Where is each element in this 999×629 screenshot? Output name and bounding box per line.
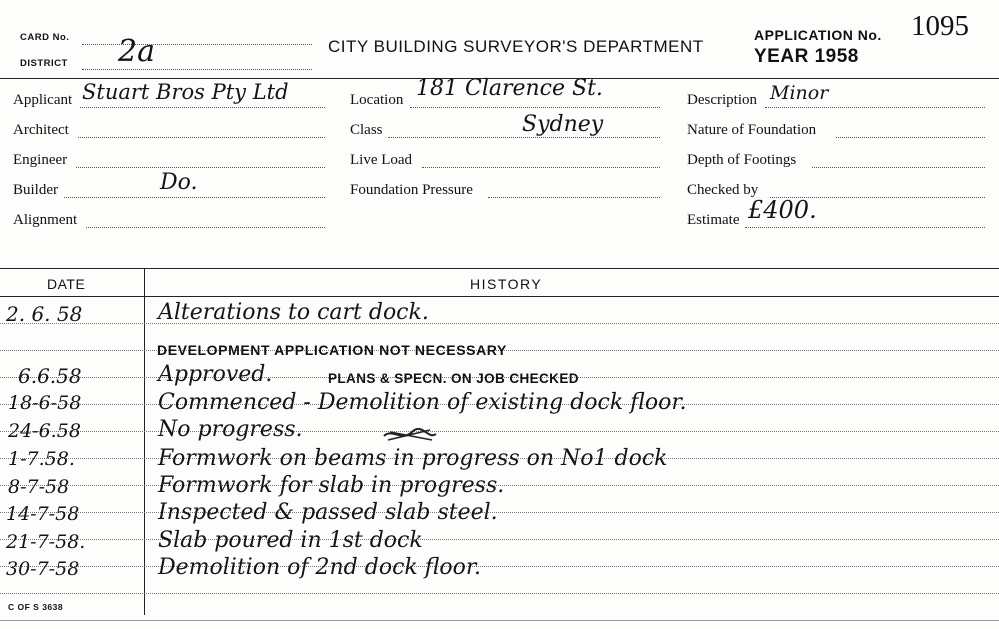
engineer-label: Engineer xyxy=(13,152,68,168)
foundation-pressure-line xyxy=(488,197,660,198)
row-line xyxy=(0,566,999,567)
description-value: Minor xyxy=(770,82,829,104)
alignment-label: Alignment xyxy=(13,212,78,228)
history-top-border xyxy=(0,268,999,269)
applicant-value: Stuart Bros Pty Ltd xyxy=(82,80,289,104)
history-row-text: Slab poured in 1st dock xyxy=(158,528,423,553)
history-row-date: 8-7-58 xyxy=(8,476,70,498)
builder-value: Do. xyxy=(160,170,198,195)
builder-line xyxy=(64,197,325,198)
row-line xyxy=(0,512,999,513)
form-code: C OF S 3638 xyxy=(8,602,64,612)
district-line xyxy=(82,69,312,70)
date-column-header: DATE xyxy=(47,276,86,292)
alignment-line xyxy=(86,227,325,228)
history-row-date: 1-7.58. xyxy=(8,448,75,470)
history-row-date: 6.6.58 xyxy=(18,364,82,388)
history-row-date: 14-7-58 xyxy=(6,503,80,525)
live-load-label: Live Load xyxy=(350,152,413,168)
architect-label: Architect xyxy=(13,122,69,138)
row-line xyxy=(0,593,999,594)
nature-foundation-label: Nature of Foundation xyxy=(687,122,817,138)
history-row-text: Inspected & passed slab steel. xyxy=(158,500,498,525)
live-load-line xyxy=(422,167,660,168)
department-title: CITY BUILDING SURVEYOR'S DEPARTMENT xyxy=(328,37,704,56)
architect-line xyxy=(78,137,325,138)
description-line xyxy=(765,107,985,108)
district-label: DISTRICT xyxy=(20,58,68,69)
depth-footings-line xyxy=(812,167,985,168)
row-line xyxy=(0,539,999,540)
history-row-date: 30-7-58 xyxy=(6,558,80,580)
history-row-text: Commenced - Demolition of existing dock floor. xyxy=(158,390,687,415)
application-label: APPLICATION No. xyxy=(754,27,882,43)
location-value-2: Sydney xyxy=(522,112,604,137)
estimate-value: £400. xyxy=(748,196,817,224)
history-row-date: 18-6-58 xyxy=(8,392,82,414)
builder-label: Builder xyxy=(13,182,58,198)
estimate-line xyxy=(745,227,985,228)
history-row-text: Formwork for slab in progress. xyxy=(158,473,505,498)
row-line xyxy=(0,431,999,432)
history-row-typed: DEVELOPMENT APPLICATION NOT NECESSARY xyxy=(157,342,507,358)
foundation-pressure-label: Foundation Pressure xyxy=(350,182,473,198)
history-header-divider xyxy=(0,296,999,297)
class-label: Class xyxy=(350,122,383,138)
description-label: Description xyxy=(687,92,757,108)
location-line xyxy=(410,107,660,108)
history-row-text: Approved. xyxy=(158,362,273,387)
history-row-text: Formwork on beams in progress on No1 dock xyxy=(158,446,668,471)
nature-foundation-line xyxy=(836,137,985,138)
history-row-date: 2. 6. 58 xyxy=(6,302,83,326)
history-row-text: Demolition of 2nd dock floor. xyxy=(158,555,481,580)
plans-checked-stamp: PLANS & SPECN. ON JOB CHECKED xyxy=(328,371,579,386)
row-line xyxy=(0,323,999,324)
class-line xyxy=(388,137,660,138)
estimate-label: Estimate xyxy=(687,212,740,228)
application-number: 1095 xyxy=(911,10,969,42)
history-row-text: Alterations to cart dock. xyxy=(158,300,429,325)
location-value: 181 Clarence St. xyxy=(416,76,603,101)
depth-footings-label: Depth of Footings xyxy=(687,152,797,168)
history-row-date: 24-6.58 xyxy=(8,420,81,442)
card-no-line xyxy=(82,44,312,45)
card-bottom-edge xyxy=(0,620,999,621)
applicant-line xyxy=(80,107,325,108)
location-label: Location xyxy=(350,92,404,108)
engineer-line xyxy=(76,167,325,168)
history-column-header: HISTORY xyxy=(470,276,543,292)
history-row-text: No progress. xyxy=(158,417,303,442)
date-history-divider xyxy=(144,269,145,615)
card-no-label: CARD No. xyxy=(20,32,70,43)
crossed-out-scribble xyxy=(380,424,440,446)
history-row-date: 21-7-58. xyxy=(6,531,86,553)
district-value: 2a xyxy=(118,34,155,69)
applicant-label: Applicant xyxy=(13,92,73,108)
checked-by-label: Checked by xyxy=(687,182,759,198)
year-label: YEAR 1958 xyxy=(754,46,859,67)
